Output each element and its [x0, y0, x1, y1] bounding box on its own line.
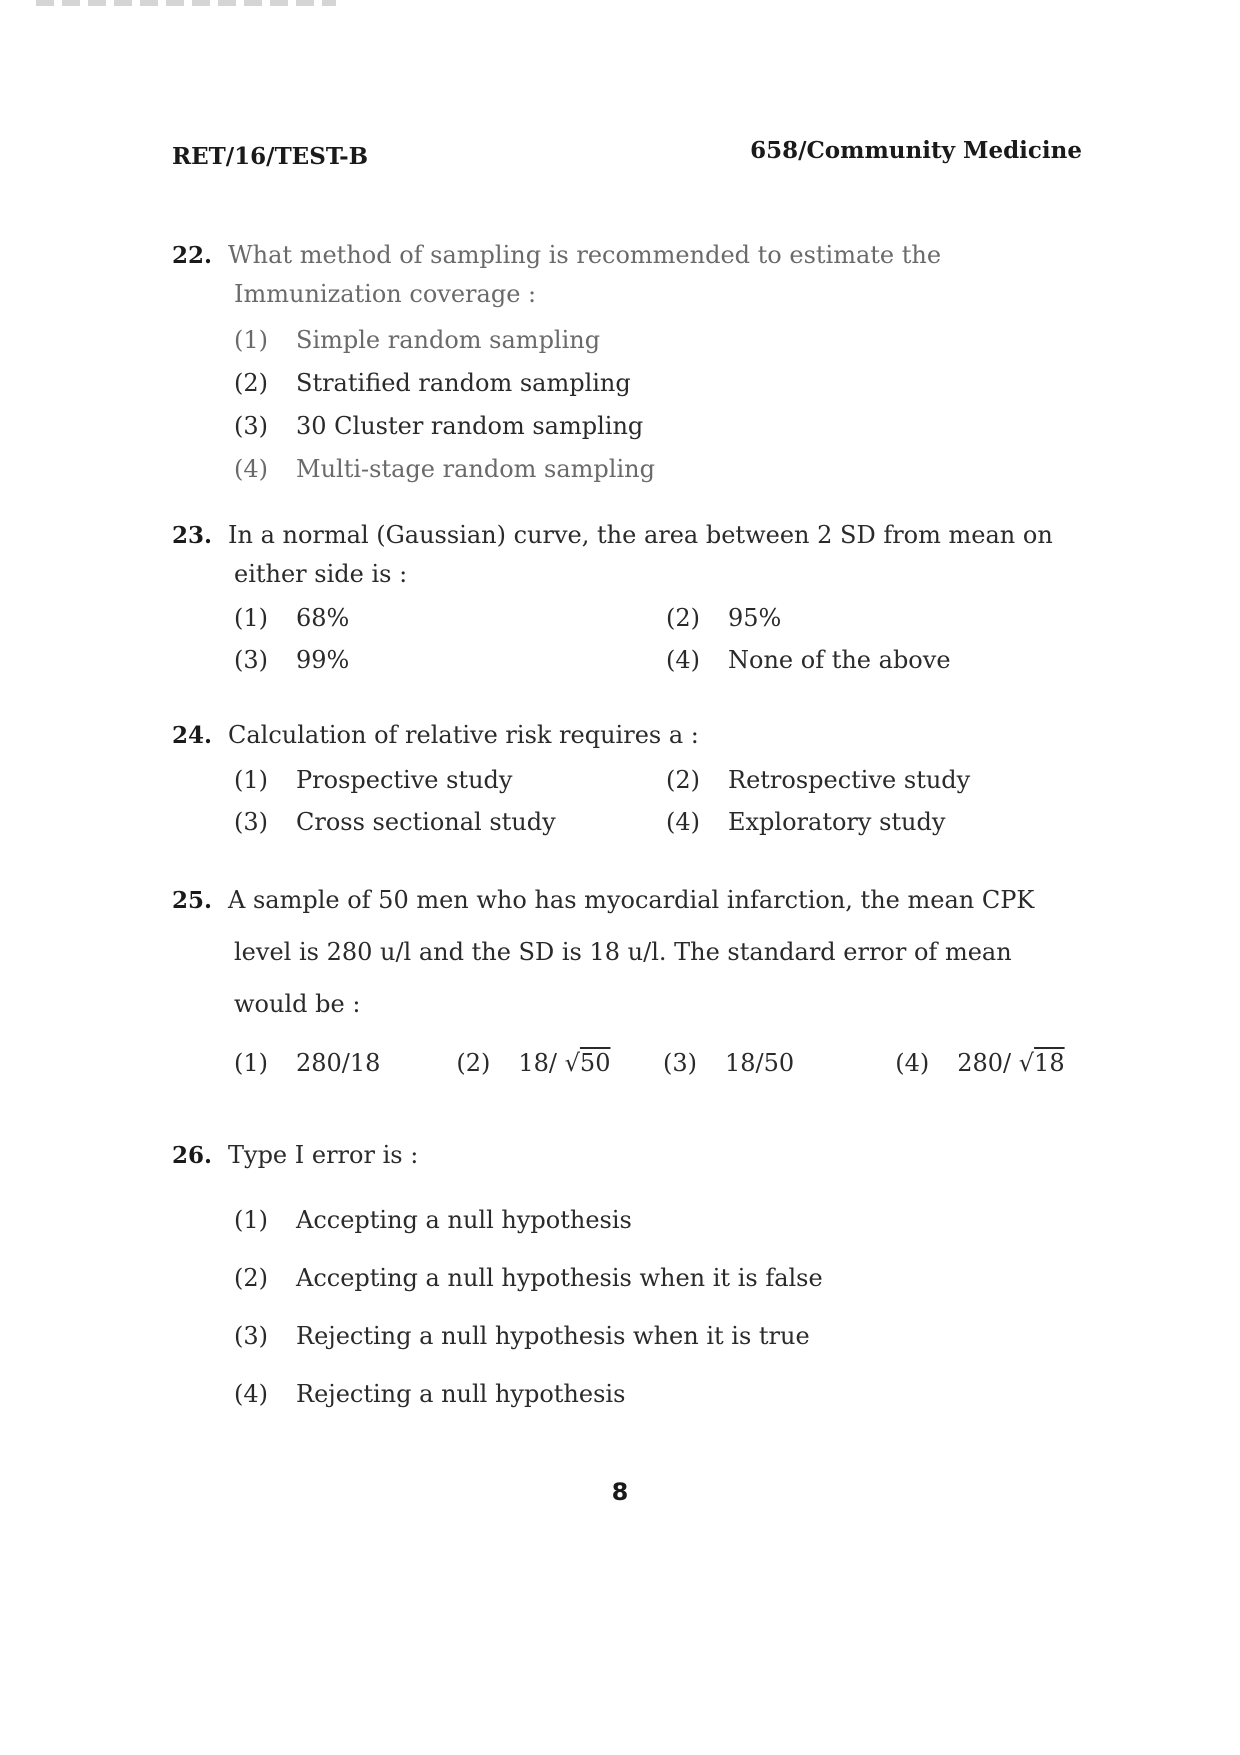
option-1: (1) Prospective study	[234, 766, 513, 794]
option-2: (2) Accepting a null hypothesis when it is false	[234, 1264, 823, 1292]
question-23	[172, 516, 1092, 681]
question-text-cont: either side is :	[234, 560, 408, 588]
question-text: Type I error is :	[228, 1141, 419, 1169]
page-number: 8	[611, 1478, 629, 1506]
option-3: (3) Cross sectional study	[234, 808, 556, 836]
question-number: 24.	[172, 722, 213, 749]
option-1: (1) Accepting a null hypothesis	[234, 1206, 632, 1234]
option-3: (3) 30 Cluster random sampling	[234, 412, 644, 440]
option-2: (2) 95%	[666, 604, 782, 632]
option-4: (4) Rejecting a null hypothesis	[234, 1380, 626, 1408]
option-2: (2) Stratified random sampling	[234, 369, 631, 397]
option-1: (1) Simple random sampling	[234, 326, 601, 354]
question-text: In a normal (Gaussian) curve, the area between 2 SD from mean on	[228, 521, 1053, 549]
option-1: (1) 280/18	[234, 1049, 381, 1077]
option-2: (2) 18/ √50	[456, 1049, 611, 1077]
option-3: (3) 18/50	[663, 1049, 795, 1077]
question-text-cont: Immunization coverage :	[234, 280, 537, 308]
option-3: (3) 99%	[234, 646, 350, 674]
subject-title: 658/Community Medicine	[750, 137, 1082, 164]
question-text: A sample of 50 men who has myocardial infarction, the mean CPK	[228, 886, 1035, 914]
question-number: 23.	[172, 522, 213, 549]
paper-code: RET/16/TEST-B	[172, 143, 369, 170]
question-text-cont-2: would be :	[234, 990, 361, 1018]
question-22	[172, 236, 1092, 491]
question-text-cont: level is 280 u/l and the SD is 18 u/l. The standard error of mean	[234, 938, 1012, 966]
scan-artifact	[36, 0, 336, 6]
question-26	[172, 1136, 1092, 1423]
question-number: 26.	[172, 1142, 213, 1169]
question-24	[172, 716, 1092, 843]
option-4: (4) 280/ √18	[895, 1049, 1065, 1077]
option-4: (4) None of the above	[666, 646, 951, 674]
question-text: Calculation of relative risk requires a :	[228, 721, 699, 749]
option-2: (2) Retrospective study	[666, 766, 971, 794]
option-4: (4) Exploratory study	[666, 808, 946, 836]
question-25	[172, 874, 1092, 1082]
option-4: (4) Multi-stage random sampling	[234, 455, 655, 483]
question-number: 22.	[172, 242, 213, 269]
option-3: (3) Rejecting a null hypothesis when it is true	[234, 1322, 810, 1350]
question-text: What method of sampling is recommended to estimate the	[228, 241, 942, 269]
question-number: 25.	[172, 887, 213, 914]
option-1: (1) 68%	[234, 604, 350, 632]
